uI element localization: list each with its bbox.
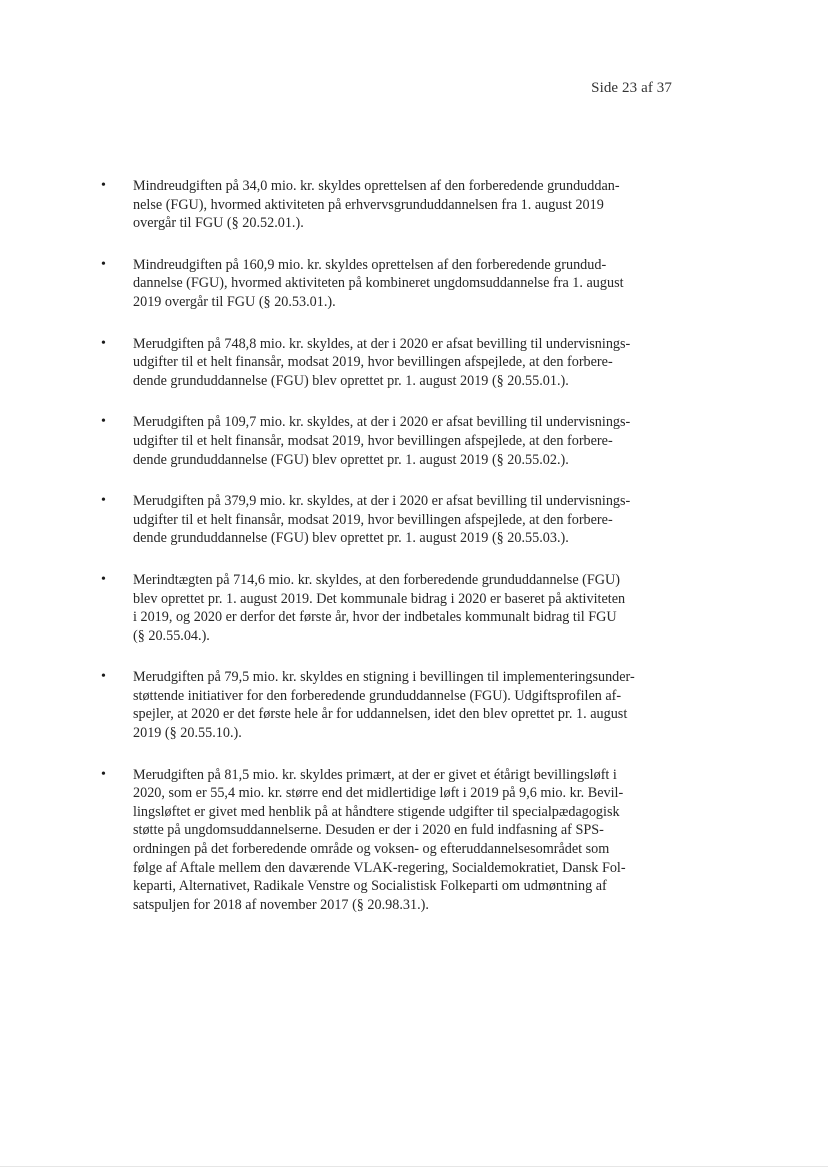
- page-number: Side 23 af 37: [591, 80, 672, 96]
- bullet-icon: •: [101, 335, 106, 351]
- bullet-icon: •: [101, 571, 106, 587]
- bullet-text: Merudgiften på 379,9 mio. kr. skyldes, at der i 2020 er afsat bevilling til undervisnings- udgifter til et helt finansår, modsat 2019, hvor bevillingen afspejlede, at den forbere- dende grunduddannelse (FGU) blev oprettet pr. 1. august 2019 (§ 20.55.03.).: [133, 493, 631, 547]
- bullet-item: [0, 571, 678, 645]
- bullet-text: Merudgiften på 109,7 mio. kr. skyldes, at der i 2020 er afsat bevilling til undervisnings- udgifter til et helt finansår, modsat 2019, hvor bevillingen afspejlede, at den forbere- dende grunduddannelse (FGU) blev oprettet pr. 1. august 2019 (§ 20.55.02.).: [133, 414, 631, 468]
- page-bottom-rule: [0, 1166, 828, 1167]
- bullet-text: Merudgiften på 81,5 mio. kr. skyldes primært, at der er givet et étårigt bevillingsløft i 2020, som er 55,4 mio. kr. større end det midlertidige løft i 2019 på 9,6 mio. kr. Bevil- lingsløftet er givet med henblik på at håndtere stigende udgifter til specialpædagogisk støtte på ungdomsuddannelserne. Desuden er der i 2020 en fuld indfasning af SPS- ordningen på det forberedende område og voksen- og efteruddannelsesområdet som følge af Aftale mellem den daværende VLAK-regering, Socialdemokratiet, Dansk Fol- keparti, Alternativet, Radikale Venstre og Socialistisk Folkeparti om udmøntning af satspuljen for 2018 af november 2017 (§ 20.98.31.).: [133, 766, 626, 913]
- bullet-icon: •: [101, 766, 106, 782]
- bullet-item: [0, 413, 678, 469]
- bullet-item: [0, 177, 678, 233]
- bullet-icon: •: [101, 178, 106, 193]
- bullet-item: [0, 256, 678, 312]
- bullet-text: Merindtægten på 714,6 mio. kr. skyldes, at den forberedende grunduddannelse (FGU) blev oprettet pr. 1. august 2019. Det kommunale bidrag i 2020 er baseret på aktiviteten i 2019, og 2020 er derfor det første år, hvor der indbetales kommunalt bidrag til FGU (§ 20.55.04.).: [133, 571, 626, 644]
- bullet-text: Mindreudgiften på 160,9 mio. kr. skyldes oprettelsen af den forberedende grundud- dannelse (FGU), hvormed aktiviteten på kombineret ungdomsuddannelse fra 1. august 2019 overgår til FGU (§ 20.53.01.).: [133, 256, 624, 310]
- bullet-text: Merudgiften på 748,8 mio. kr. skyldes, at der i 2020 er afsat bevilling til undervisnings- udgifter til et helt finansår, modsat 2019, hvor bevillingen afspejlede, at den forbere- dende grunduddannelse (FGU) blev oprettet pr. 1. august 2019 (§ 20.55.01.).: [133, 335, 631, 389]
- bullet-icon: •: [101, 669, 106, 685]
- bullet-icon: •: [101, 493, 106, 509]
- bullet-item: [0, 492, 678, 548]
- bullet-text: Mindreudgiften på 34,0 mio. kr. skyldes oprettelsen af den forberedende grunduddan- nelse (FGU), hvormed aktiviteten på erhvervsgrunduddannelsen fra 1. august 2019 overgår til FGU (§ 20.52.01.).: [133, 178, 620, 232]
- bullet-item: [0, 766, 678, 915]
- bullet-icon: •: [101, 414, 106, 430]
- bullet-text: Merudgiften på 79,5 mio. kr. skyldes en stigning i bevillingen til implementeringsunder- støttende initiativer for den forberedende grunduddannelse (FGU). Udgiftsprofilen af- spejler, at 2020 er det første hele år for uddannelsen, idet den blev oprettet pr. 1. august 2019 (§ 20.55.10.).: [133, 669, 635, 742]
- bullet-icon: •: [101, 256, 106, 272]
- bullet-item: [0, 668, 678, 742]
- bullet-list: [0, 177, 828, 937]
- bullet-item: [0, 335, 678, 391]
